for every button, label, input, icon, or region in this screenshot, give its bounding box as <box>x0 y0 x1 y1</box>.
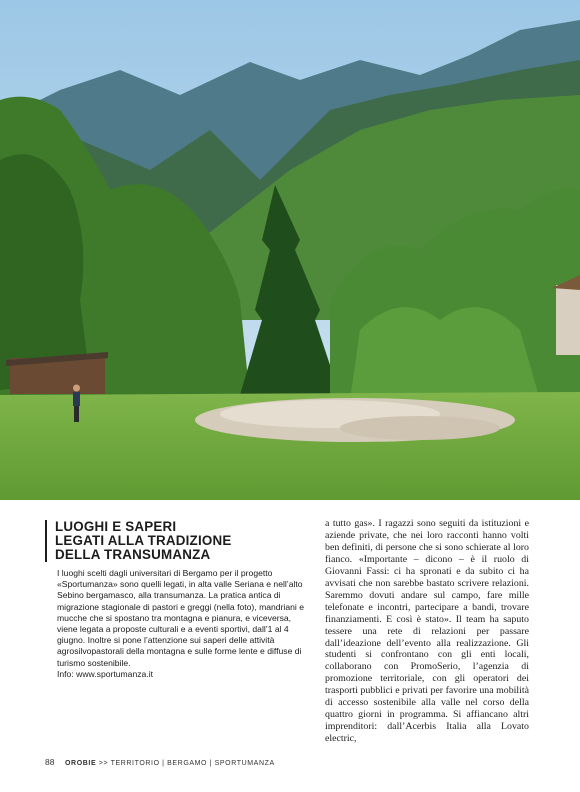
page-number: 88 <box>45 757 55 767</box>
box-title <box>55 520 307 562</box>
sidebar-box <box>45 520 307 680</box>
magazine-name: OROBIE <box>65 760 97 767</box>
article-column <box>325 518 529 745</box>
box-body: I luoghi scelti dagli universitari di Bergamo per il progetto «Sportumanza» sono quelli legati, in alta valle Seriana e nell’alto Sebino bergamasco, alla transumanza. La pratica antica di migrazione stagionale di pastori e greggi (nella foto), mandriani e mucche che si spostano tra montagna e pianura, e viceversa, viene legata a proposte culturali e a eventi sportivi, dall’1 al 4 giugno. Inoltre si pone l’attenzione sui saperi delle attività agrosilvopastorali della montagna e sulle forme lente e diffuse di turismo sostenibile. <box>57 568 304 668</box>
article-paragraph: a tutto gas». I ragazzi sono seguiti da istituzioni e aziende private, che nei loro racconti hanno volti ben definiti, di persone che si sono schierate al loro fianco. «Importante – dicono – è il ruolo di Giovanni Fassi: ci ha spronati e da subito ci ha avvisati che non sarebbe bastato scrivere relazioni. Saremmo dovuti andare sul campo, fare mille telefonate e incontri, partecipare a bandi, trovare finanziamenti. E così è stato». Il team ha saputo tessere una rete di relazioni per passare dall’ideazione dell’evento alla realizzazione. Gli studenti si confrontano con gli enti locali, collaborano con PromoSerio, l’agenzia di promozione territoriale, con gli operatori dei trasporti pubblici e privati per favorire una mobilità di accesso sostenibile alla valle nel corso della quattro giorni in programma. Si affiancano altri imprenditori: dall’Acerbis Italia alla Lovato electric, <box>325 518 529 745</box>
page-footer <box>45 757 275 767</box>
section-path: >> TERRITORIO | BERGAMO | SPORTUMANZA <box>98 760 275 767</box>
box-title-line: DELLA TRANSUMANZA <box>55 547 211 562</box>
box-title-line: LEGATI ALLA TRADIZIONE <box>55 533 232 548</box>
box-title-line: LUOGHI E SAPERI <box>55 519 177 534</box>
box-info-link[interactable]: Info: www.sportumanza.it <box>57 668 154 679</box>
